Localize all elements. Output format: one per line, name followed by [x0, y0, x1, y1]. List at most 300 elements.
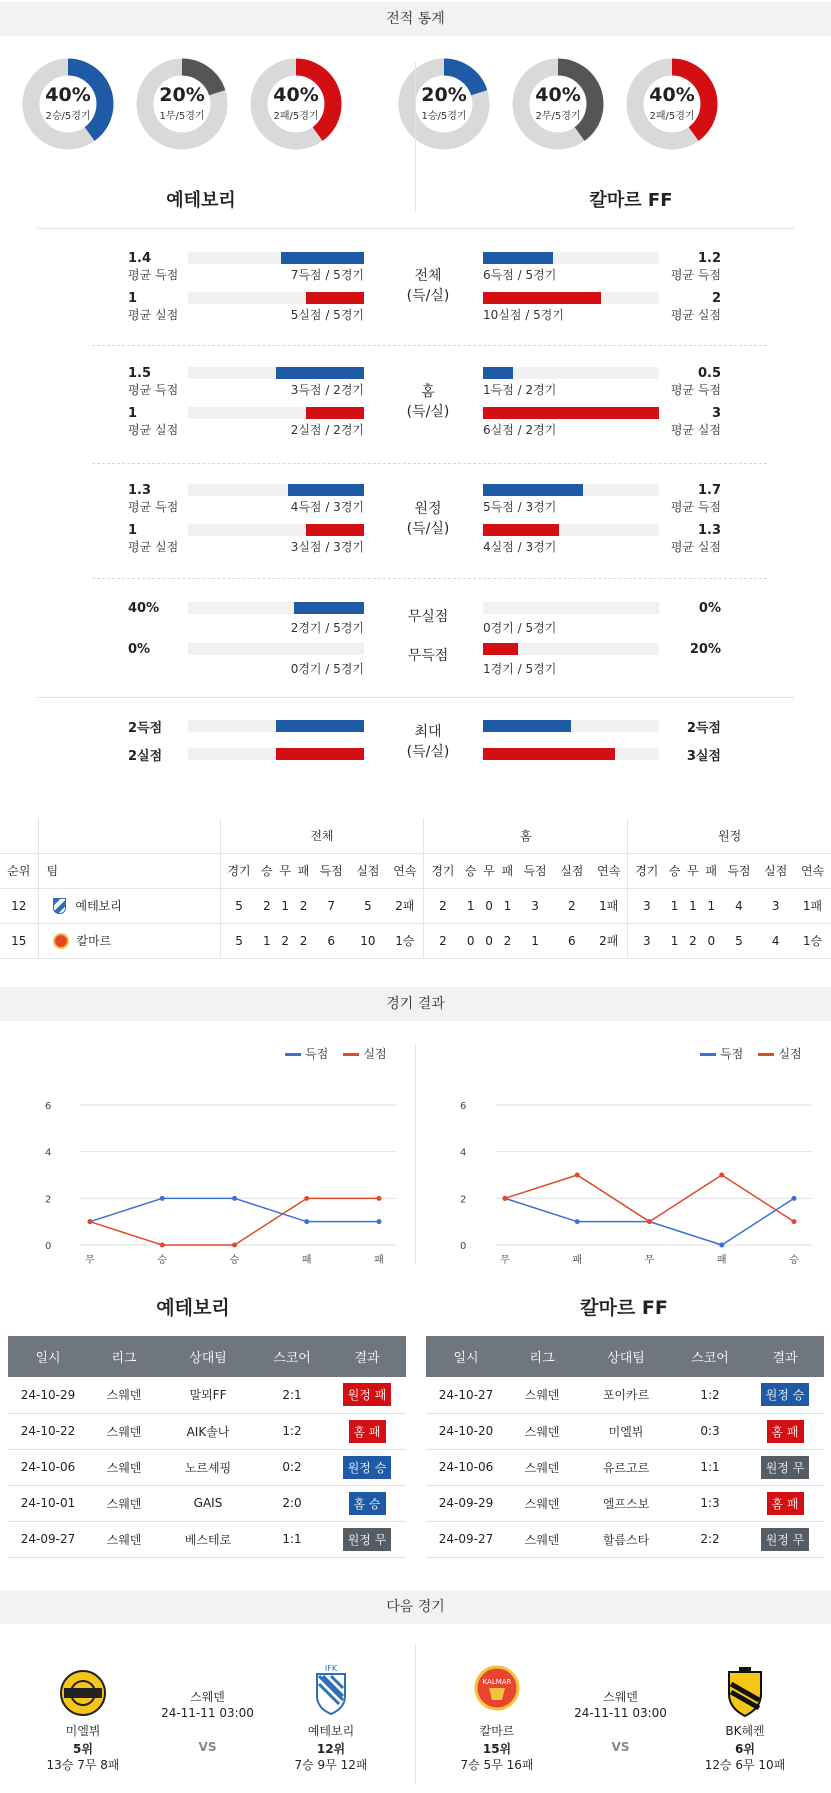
donut-away-draw: [512, 58, 604, 150]
results-section-header: 경기 결과: [0, 987, 831, 1021]
result-opp: 베스테로: [160, 1521, 256, 1557]
result-row: [8, 1413, 406, 1449]
col-result: 결과: [328, 1336, 406, 1377]
away-results-body: [426, 1377, 824, 1557]
result-score: 1:3: [674, 1485, 746, 1521]
result-score: 1:1: [674, 1449, 746, 1485]
stat: 1패: [794, 888, 831, 923]
result-date: 24-10-06: [426, 1449, 506, 1485]
stat: 2: [498, 923, 516, 958]
data-point: [719, 1173, 724, 1178]
next2-right-team: BK헤켄: [725, 1724, 765, 1738]
stat: 3: [517, 888, 554, 923]
home-results-title: 예테보리: [156, 1297, 230, 1319]
next2-left-record: 7승 5무 16패: [460, 1758, 534, 1772]
away-clean-sheet-pct: 0%: [698, 601, 721, 616]
result-score: 1:2: [674, 1377, 746, 1413]
data-point: [232, 1196, 237, 1201]
stat: 0: [480, 923, 498, 958]
result-cell: [328, 1521, 406, 1557]
result-league: 스웨덴: [506, 1521, 578, 1557]
x-tick-label: 패: [374, 1255, 384, 1265]
goteborg-logo-icon: [306, 1662, 356, 1712]
result-opp: AIK솔나: [160, 1413, 256, 1449]
result-league: 스웨덴: [88, 1377, 160, 1413]
result-league: 스웨덴: [88, 1413, 160, 1449]
col-streak: 연속: [794, 853, 831, 888]
result-row: [8, 1485, 406, 1521]
home-results-table: [8, 1336, 406, 1558]
home-conceded-bar: [306, 407, 364, 419]
mjallby-logo-icon: [58, 1668, 108, 1718]
data-point: [160, 1243, 165, 1248]
next2-right-record: 12승 6무 10패: [704, 1758, 786, 1772]
home-team-title: 예테보리: [166, 190, 236, 211]
home-avg-scored-label: 평균 득점: [128, 383, 179, 397]
home-avg-conceded: 1: [128, 523, 138, 538]
data-point: [88, 1219, 93, 1224]
home-scored-caption: 3득점 / 2경기: [290, 383, 364, 397]
y-tick-label: 6: [460, 1101, 467, 1112]
away-conceded-bar: [483, 292, 601, 304]
donut-pct: 40%: [535, 84, 581, 106]
stats-section-header: 전적 통계: [0, 2, 831, 36]
away-avg-scored: 1.7: [697, 483, 721, 498]
away-avg-conceded-label: 평균 실점: [670, 308, 721, 322]
away-scored-caption: 5득점 / 3경기: [483, 500, 557, 514]
home-avg-conceded: 1: [128, 291, 138, 306]
away-max-conceded-bar: [483, 748, 615, 760]
col-opponent: 상대팀: [578, 1336, 674, 1377]
next1-vs: VS: [198, 1740, 217, 1754]
away-no-score-pct: 20%: [689, 642, 721, 657]
result-date: 24-10-01: [8, 1485, 88, 1521]
stat: 1: [665, 923, 683, 958]
category-sublabel: (득/실): [406, 744, 450, 760]
stat: 2: [294, 923, 312, 958]
donut-pct: 40%: [273, 84, 319, 106]
next1-right-team: 예테보리: [307, 1724, 355, 1738]
away-results-title: 칼마르 FF: [580, 1297, 668, 1319]
home-scored-caption: 7득점 / 5경기: [290, 268, 364, 282]
kalmar-logo-icon: [53, 933, 69, 949]
result-date: 24-09-27: [8, 1521, 88, 1557]
data-point: [160, 1196, 165, 1201]
stat: 1승: [794, 923, 831, 958]
result-badge: 원정 승: [343, 1456, 392, 1479]
result-cell: [328, 1449, 406, 1485]
away-avg-conceded: 2: [711, 291, 721, 306]
donut-sub: 1승/5경기: [421, 111, 467, 122]
divider: [92, 463, 767, 464]
home-conceded-caption: 2실점 / 2경기: [290, 423, 364, 437]
category-sublabel: (득/실): [406, 404, 450, 420]
category-clean-sheet: 무실점: [407, 609, 449, 625]
result-cell: [328, 1485, 406, 1521]
data-point: [377, 1196, 382, 1201]
stat: 2: [424, 923, 462, 958]
result-score: 1:2: [256, 1413, 328, 1449]
next2-vs: VS: [611, 1740, 630, 1754]
col-score: 스코어: [674, 1336, 746, 1377]
y-tick-label: 4: [45, 1147, 52, 1159]
away-avg-scored-label: 평균 득점: [670, 383, 721, 397]
home-avg-scored-label: 평균 득점: [128, 268, 179, 282]
category-sublabel: (득/실): [406, 288, 450, 304]
result-badge: 홈 패: [767, 1492, 804, 1515]
result-cell: [328, 1413, 406, 1449]
next2-datetime: 24-11-11 03:00: [574, 1706, 667, 1720]
x-tick-label: 승: [157, 1255, 168, 1265]
result-row: [8, 1377, 406, 1413]
away-conceded-bar: [483, 524, 559, 536]
x-tick-label: 무: [500, 1255, 510, 1265]
result-score: 2:2: [674, 1521, 746, 1557]
home-conceded-caption: 3실점 / 3경기: [290, 540, 364, 554]
home-avg-scored: 1.3: [128, 483, 152, 498]
result-league: 스웨덴: [88, 1521, 160, 1557]
empty-cell: [38, 818, 220, 853]
legend-conceded-swatch: [343, 1053, 359, 1056]
result-row: [426, 1521, 824, 1557]
col-win: 승: [258, 853, 276, 888]
away-team-title: 칼마르 FF: [589, 190, 673, 211]
col-ga: 실점: [350, 853, 387, 888]
y-tick-label: 2: [460, 1194, 467, 1206]
result-cell: [746, 1377, 824, 1413]
col-league: 리그: [506, 1336, 578, 1377]
team-cell: [38, 888, 220, 923]
col-loss: 패: [294, 853, 312, 888]
col-rank: 순위: [0, 853, 38, 888]
away-avg-conceded: 1.3: [697, 523, 721, 538]
standings-header-row: [0, 853, 831, 888]
home-scored-caption: 4득점 / 3경기: [290, 500, 364, 514]
away-conceded-bar: [483, 407, 659, 419]
stat: 6: [313, 923, 350, 958]
away-avg-conceded-label: 평균 실점: [670, 540, 721, 554]
next1-right-rank: 12위: [316, 1742, 346, 1756]
away-scored-caption: 1득점 / 2경기: [483, 383, 557, 397]
result-league: 스웨덴: [88, 1449, 160, 1485]
next1-left-team: 미엘뷔: [65, 1724, 101, 1738]
data-point: [792, 1219, 797, 1224]
next1-datetime: 24-11-11 03:00: [161, 1706, 254, 1720]
standings-row: [0, 923, 831, 958]
col-played: 경기: [220, 853, 258, 888]
divider: [37, 697, 794, 698]
result-badge: 홈 패: [767, 1420, 804, 1443]
x-tick-label: 패: [301, 1255, 312, 1265]
stat: 2: [684, 923, 702, 958]
home-avg-scored-label: 평균 득점: [128, 500, 179, 514]
away-results-table: [426, 1336, 824, 1558]
data-point: [647, 1219, 652, 1224]
stat: 5: [721, 923, 758, 958]
donut-away-loss: [626, 58, 718, 150]
standings-group-row: [0, 818, 831, 853]
result-opp: 포이카르: [578, 1377, 674, 1413]
home-scored-bar: [288, 484, 364, 496]
team-cell: [38, 923, 220, 958]
next1-left-rank: 5위: [73, 1742, 93, 1756]
away-clean-sheet-caption: 0경기 / 5경기: [483, 621, 557, 635]
y-tick-label: 6: [45, 1101, 52, 1112]
away-avg-conceded-label: 평균 실점: [670, 423, 721, 437]
stat: 1승: [386, 923, 424, 958]
home-avg-conceded-label: 평균 실점: [128, 308, 179, 322]
away-goals-chart: [415, 1085, 831, 1265]
stat: 1: [258, 923, 276, 958]
col-gf: 득점: [313, 853, 350, 888]
col-loss: 패: [702, 853, 720, 888]
away-scored-bar: [483, 252, 553, 264]
home-clean-sheet-caption: 2경기 / 5경기: [290, 621, 364, 635]
stat: 1: [665, 888, 683, 923]
away-avg-scored: 1.2: [697, 251, 721, 266]
result-league: 스웨덴: [506, 1377, 578, 1413]
result-opp: 유르고르: [578, 1449, 674, 1485]
result-cell: [746, 1413, 824, 1449]
legend-scored-swatch: [285, 1053, 301, 1056]
result-row: [8, 1449, 406, 1485]
col-streak: 연속: [590, 853, 628, 888]
result-league: 스웨덴: [506, 1485, 578, 1521]
legend-conceded: 실점: [778, 1047, 802, 1061]
next2-left-rank: 15위: [482, 1742, 512, 1756]
divider: [92, 578, 767, 579]
donut-pct: 20%: [159, 84, 205, 106]
home-goals-chart: [0, 1085, 415, 1265]
col-league: 리그: [88, 1336, 160, 1377]
stat: 3: [628, 923, 666, 958]
donut-pct: 40%: [45, 84, 91, 106]
away-conceded-caption: 4실점 / 3경기: [483, 540, 557, 554]
legend-conceded-swatch: [758, 1053, 774, 1056]
col-played: 경기: [628, 853, 666, 888]
result-row: [426, 1377, 824, 1413]
home-clean-sheet-bar: [294, 602, 364, 614]
stat: 2: [258, 888, 276, 923]
donut-sub: 2승/5경기: [45, 111, 91, 122]
col-result: 결과: [746, 1336, 824, 1377]
result-date: 24-10-29: [8, 1377, 88, 1413]
result-league: 스웨덴: [88, 1485, 160, 1521]
chart-divider: [415, 1045, 416, 1265]
donut-away-win: [398, 58, 490, 150]
col-win: 승: [461, 853, 479, 888]
home-max-conceded: 2실점: [128, 749, 163, 764]
donut-divider: [415, 62, 416, 212]
donut-home-win: [22, 58, 114, 150]
team-name: 예테보리: [75, 898, 122, 913]
result-score: 1:1: [256, 1521, 328, 1557]
col-draw: 무: [276, 853, 294, 888]
home-clean-sheet-pct: 40%: [128, 601, 160, 616]
stat: 0: [480, 888, 498, 923]
stat: 1: [498, 888, 516, 923]
result-badge: 원정 승: [761, 1383, 810, 1406]
stat: 3: [628, 888, 666, 923]
divider: [37, 228, 794, 229]
home-no-score-caption: 0경기 / 5경기: [290, 662, 364, 676]
category-no-score: 무득점: [407, 648, 449, 664]
next1-right-record: 7승 9무 12패: [294, 1758, 368, 1772]
category-label: 전체: [414, 268, 442, 284]
category-sublabel: (득/실): [406, 521, 450, 537]
stat: 1: [702, 888, 720, 923]
x-tick-label: 승: [229, 1255, 240, 1265]
rank: 15: [0, 923, 38, 958]
away-conceded-caption: 6실점 / 2경기: [483, 423, 557, 437]
y-tick-label: 0: [460, 1241, 467, 1252]
col-date: 일시: [8, 1336, 88, 1377]
result-badge: 홈 패: [349, 1420, 386, 1443]
home-avg-conceded-label: 평균 실점: [128, 423, 179, 437]
goteborg-logo-icon: [53, 898, 66, 914]
next2-left-team: 칼마르: [479, 1724, 515, 1738]
result-cell: [746, 1449, 824, 1485]
home-max-scored: 2득점: [128, 721, 163, 736]
away-avg-scored: 0.5: [697, 366, 721, 381]
stat: 6: [553, 923, 590, 958]
away-avg-conceded: 3: [711, 406, 721, 421]
stat: 1: [461, 888, 479, 923]
col-gf: 득점: [517, 853, 554, 888]
col-team: 팀: [38, 853, 220, 888]
home-avg-conceded-label: 평균 실점: [128, 540, 179, 554]
result-date: 24-09-29: [426, 1485, 506, 1521]
legend-scored: 득점: [305, 1047, 329, 1061]
next1-league: 스웨덴: [190, 1690, 225, 1704]
next-divider: [415, 1645, 416, 1785]
col-gf: 득점: [721, 853, 758, 888]
stat: 7: [313, 888, 350, 923]
results-header-row: [426, 1336, 824, 1377]
result-cell: [328, 1377, 406, 1413]
data-point: [304, 1219, 309, 1224]
away-avg-scored-label: 평균 득점: [670, 268, 721, 282]
x-tick-label: 패: [716, 1255, 727, 1265]
result-opp: 미엘뷔: [578, 1413, 674, 1449]
col-date: 일시: [426, 1336, 506, 1377]
team-name: 칼마르: [76, 933, 112, 948]
result-badge: 원정 무: [343, 1528, 392, 1551]
next-section-header: 다음 경기: [0, 1590, 831, 1624]
col-streak: 연속: [386, 853, 424, 888]
y-tick-label: 4: [460, 1147, 467, 1159]
home-conceded-bar: [306, 292, 364, 304]
col-loss: 패: [498, 853, 516, 888]
stat: 1: [684, 888, 702, 923]
col-draw: 무: [480, 853, 498, 888]
x-tick-label: 패: [572, 1255, 583, 1265]
result-badge: 원정 무: [761, 1456, 810, 1479]
stat: 1: [276, 888, 294, 923]
result-opp: 말뫼FF: [160, 1377, 256, 1413]
group-home: 홈: [424, 818, 628, 853]
away-max-conceded: 3실점: [686, 749, 721, 764]
result-row: [8, 1521, 406, 1557]
category-label: 홈: [421, 384, 435, 400]
stat: 2패: [386, 888, 424, 923]
legend-scored-swatch: [700, 1053, 716, 1056]
result-date: 24-09-27: [426, 1521, 506, 1557]
x-tick-label: 무: [85, 1255, 95, 1265]
bar-track: [188, 643, 364, 655]
stat: 1: [517, 923, 554, 958]
away-avg-scored-label: 평균 득점: [670, 500, 721, 514]
legend-scored: 득점: [720, 1047, 744, 1061]
home-results-body: [8, 1377, 406, 1557]
results-header-row: [8, 1336, 406, 1377]
chart-legend-away: [700, 1045, 802, 1062]
away-conceded-caption: 10실점 / 5경기: [483, 308, 564, 322]
legend-conceded: 실점: [363, 1047, 387, 1061]
result-opp: 노르셰핑: [160, 1449, 256, 1485]
data-point: [575, 1219, 580, 1224]
result-row: [426, 1449, 824, 1485]
result-score: 0:2: [256, 1449, 328, 1485]
away-max-scored: 2득점: [686, 721, 721, 736]
data-point: [503, 1196, 508, 1201]
col-draw: 무: [684, 853, 702, 888]
donut-pct: 20%: [421, 84, 467, 106]
result-score: 2:0: [256, 1485, 328, 1521]
stat: 0: [702, 923, 720, 958]
col-played: 경기: [424, 853, 462, 888]
result-cell: [746, 1485, 824, 1521]
result-date: 24-10-06: [8, 1449, 88, 1485]
divider: [92, 345, 767, 346]
category-label: 원정: [414, 501, 442, 517]
home-scored-bar: [276, 367, 364, 379]
away-no-score-caption: 1경기 / 5경기: [483, 662, 557, 676]
x-tick-label: 무: [644, 1255, 655, 1265]
result-date: 24-10-20: [426, 1413, 506, 1449]
away-no-score-bar: [483, 643, 518, 655]
empty-cell: [0, 818, 38, 853]
stat: 0: [461, 923, 479, 958]
donut-sub: 1무/5경기: [159, 111, 205, 122]
next1-left-record: 13승 7무 8패: [46, 1758, 120, 1772]
stat: 10: [350, 923, 387, 958]
stat: 2패: [590, 923, 628, 958]
data-point: [792, 1196, 797, 1201]
stat: 5: [220, 923, 258, 958]
away-max-scored-bar: [483, 720, 571, 732]
y-tick-label: 2: [45, 1194, 52, 1206]
result-score: 0:3: [674, 1413, 746, 1449]
result-badge: 원정 무: [761, 1528, 810, 1551]
result-cell: [746, 1521, 824, 1557]
hacken-logo-icon: [720, 1664, 770, 1714]
home-max-scored-bar: [276, 720, 364, 732]
result-date: 24-10-27: [426, 1377, 506, 1413]
col-opponent: 상대팀: [160, 1336, 256, 1377]
away-scored-bar: [483, 484, 583, 496]
stat: 1패: [590, 888, 628, 923]
home-conceded-caption: 5실점 / 5경기: [290, 308, 364, 322]
home-conceded-bar: [306, 524, 364, 536]
home-max-conceded-bar: [276, 748, 364, 760]
result-badge: 홈 승: [349, 1492, 386, 1515]
stat: 2: [553, 888, 590, 923]
result-badge: 원정 패: [343, 1383, 392, 1406]
donut-sub: 2무/5경기: [535, 111, 581, 122]
away-scored-bar: [483, 367, 513, 379]
x-tick-label: 승: [789, 1255, 799, 1265]
